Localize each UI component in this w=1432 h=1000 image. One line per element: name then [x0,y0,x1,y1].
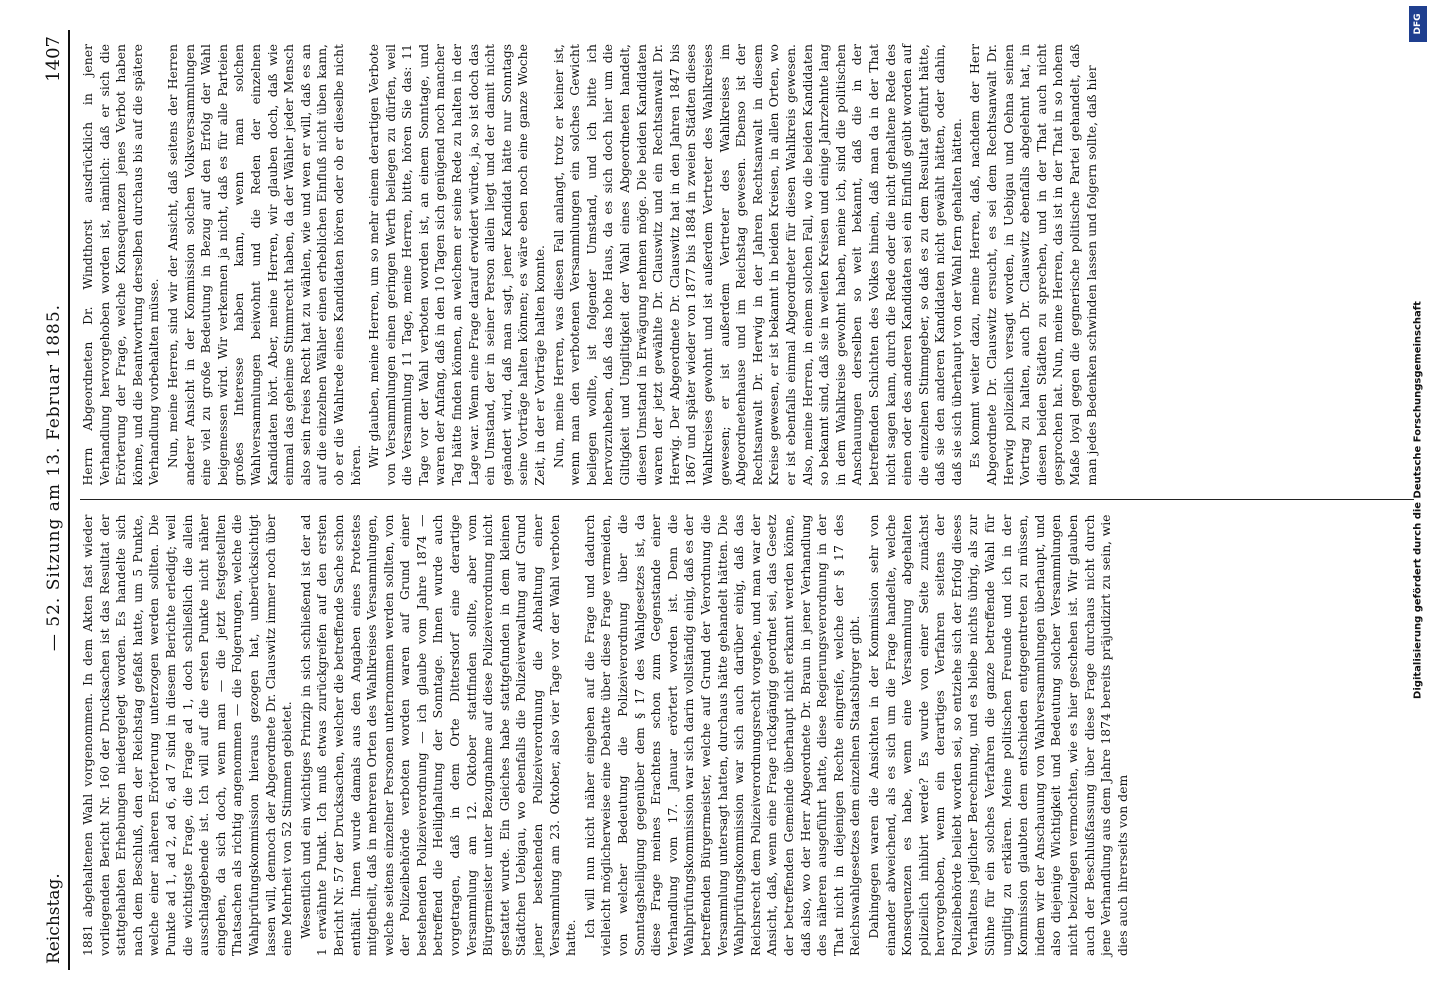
paragraph: Nun, meine Herren, was diesen Fall anlangt, trotz er keiner ist, wenn man den verbotenen Versammlungen ein solches Gewicht beilegen wollte, ist folgender Umstand, und ich bitte ich hervorzuheben, daß das hohe Haus, da es sich doch hier um die Giltigkeit und Ungiltigkeit der Wahl eines Abgeordneten handelt, diesen Umstand in Erwägung nehmen möge. Die beiden Kandidaten waren der jetzt gewählte Dr. Clauswitz und ein Rechtsanwalt Dr. Herwig. Der Abgeordnete Dr. Clauswitz hat in den Jahren 1847 bis 1867 und später wieder von 1877 bis 1884 in zweien Städten dieses Wahlkreises gewohnt und ist außerdem Vertreter des Wahlkreises gewesen; er ist außerdem Vertreter des Wahlkreises im Abgeordnetenhause und im Reichstag gewesen. Ebenso ist der Rechtsanwalt Dr. Herwig in der Jahren Rechtsanwalt in diesem Kreise gewesen, er ist bekannt in beiden Kreisen, in allen Orten, wo er ist ebenfalls einmal Abgeordneter für diesen Wahlkreis gewesen. Also, meine Herren, in einem solchen Fall, wo die beiden Kandidaten so bekannt sind, daß sie in weiten Kreisen und einige Jahrzehnte lang in dem Wahlkreise gewohnt haben, meine ich, sind die politischen Anschauungen derselben so weit bekannt, daß die in der betreffenden Schichten des Volkes hinein, daß man da in der That nicht sagen kann, durch die Rede oder die nicht gehaltene Rede des einen oder des anderen Kandidaten sei ein Einfluß geübt worden auf die einzelnen Stimmgeber, so daß es zu dem Resultat geführt hätte, daß sie den anderen Kandidaten nicht gewählt hätten, oder dahin, daß sie sich überhaupt von der Wahl fern gehalten hätten. [550,44,964,486]
header-session: — 52. Sitzung am 13. Februar 1885. [44,303,64,652]
paragraph: Wesentlich und ein wichtiges Prinzip in sich schließend ist der ad 1 erwähnte Punkt. Ich muß etwas zurückgreifen auf den ersten Bericht Nr. 57 der Drucksachen, welcher die betreffende Sache schon enthält. Ihnen wurde damals aus den Angaben eines Protestes mitgetheilt, daß in mehreren Orten des Wahlkreises Versammlungen, welche seitens einzelner Personen unternommen werden sollten, von der Polizeibehörde verboten worden waren auf Grund einer bestehenden Polizeiverordnung — ich glaube vom Jahre 1874 — betreffend die Heilighaltung der Sonntage. Ihnen wurde auch vorgetragen, daß in dem Orte Dittersdorf eine derartige Versammlung am 12. Oktober stattfinden sollte, aber vom Bürgermeister unter Bezugnahme auf diese Polizeiverordnung nicht gestattet wurde. Ein Gleiches habe stattgefunden in dem kleinen Städtchen Uebigau, wo ebenfalls die Polizeiverwaltung auf Grund jener bestehenden Polizeiverordnung die Abhaltung einer Versammlung am 23. Oktober, also vier Tage vor der Wahl verboten hatte. [297,514,579,956]
column-left [80,501,1414,971]
paragraph: Nun, meine Herren, sind wir der Ansicht, daß seitens der Herren anderer Ansicht in der Kommission solchen Volksversammlungen eine viel zu große Bedeutung in Bezug auf den Erfolg der Wahl beigemessen wird. Wir verkennen ja nicht, daß es für alle Parteien großes Interesse haben kann, wenn man solchen Wahlversammlungen beiwohnt und die Reden der einzelnen Kandidaten hört. Aber, meine Herren, wir glauben doch, daß wie einmal das geheime Stimmrecht haben, da der Wähler jeder Mensch also sein freies Recht hat zu wählen, wie und wen er will, daß es an auf die einzelnen Wähler einen erheblichen Einfluß nicht üben kann, ob er die Wahlrede eines Kandidaten hören oder ob er dieselbe nicht hören. [164,44,363,486]
digitization-credit: Digitalisierung gefördert durch die Deutsche Forschungsgemeinschaft [1412,301,1424,699]
paragraph: Es kommt weiter dazu, meine Herren, daß, nachdem der Herr Abgeordnete Dr. Clauswitz ersucht, es sei dem Rechtsanwalt Dr. Herwig polizeilich versagt worden, in Uebigau und Oehna seinen Vortrag zu halten, auch Dr. Clauswitz ebenfalls abgelehnt hat, in diesen beiden Städten zu sprechen, und in der That auch nicht gesprochen hat. Nun, meine Herren, das ist in der That in so hohem Maße loyal gegen die gegnerische politische Partei gehandelt, daß man jedes Bedenken schwinden lassen und folgern sollte, daß hier [967,44,1099,486]
header-left: Reichstag. [44,873,64,964]
paragraph: Dahingegen waren die Ansichten in der Kommission sehr von einander abweichend, als es sich um die Frage handelte, welche Konsequenzen es habe, wenn eine Versammlung abgehalten polizeilich inhibirt werde? Es wurde von einer Seite zunächst hervorgehoben, wenn ein derartiges Verfahren seitens der Polizeibehörde beliebt worden sei, so entziehe sich der Erfolg dieses Verhaltens jeglicher Berechnung, und es bleibe nichts übrig, als zur Sühne für ein solches Verfahren die ganze betreffende Wahl für ungiltig zu erklären. Meine politischen Freunde und ich in der Kommission glaubten dem entschieden entgegentreten zu müssen, indem wir der Anschauung von Wahlversammlungen überhaupt, und also diejenige Wichtigkeit und Bedeutung solcher Versammlungen nicht beizulegen vermochten, wie es hier geschehen ist. Wir glauben auch der Beschlußfassung über diese Frage durchaus nicht durch jene Verhandlung aus dem Jahre 1874 bereits präjudizirt zu sein, wie dies auch ihrerseits von dem [865,514,1130,956]
paragraph: Herrn Abgeordneten Dr. Windthorst ausdrücklich in jener Verhandlung hervorgehoben worden ist, nämlich: daß er sich die Erörterung der Frage, welche Konsequenzen jenes Verbot haben könne, und die Beantwortung derselben durchaus bis auf die spätere Verhandlung vorbehalten müsse. [80,44,162,486]
column-right [80,30,1414,500]
column-divider [80,500,1414,501]
text-columns [80,30,1414,970]
page-number: 1407 [43,36,64,82]
paragraph: Wir glauben, meine Herren, um so mehr einem derartigen Verbote von Versammlungen einen geringen Werth beilegen zu dürfen, weil die Versammlung 11 Tage, meine Herren, bitte, hören Sie das: 11 Tage vor der Wahl verboten worden ist, an einem Sonntage, und waren der Anfang, daß in den 10 Tagen sich genügend noch mancher Tag hätte finden können, an welchem er seine Rede zu halten in der Lage war. Wenn eine Frage darauf erwidert würde, ja, so ist doch das ein Umstand, der in seiner Person allein liegt und der damit nicht geändert wird, daß man sagt, jener Kandidat hätte nur Sonntags seine Vorträge halten können; es wäre eben noch eine ganze Woche Zeit, in der er Vorträge halten konnte. [366,44,548,486]
page-header [40,30,70,970]
rotated-page [40,20,1416,980]
dfg-logo: DFG [1409,6,1427,42]
paragraph: Ich will nun nicht näher eingehen auf die Frage und dadurch vielleicht möglicherweise eine Debatte über diese Frage vermeiden, von welcher Bedeutung die Polizeiverordnung über die Sonntagsheiligung gegenüber dem § 17 des Wahlgesetzes ist, da diese Frage meines Erachtens schon zum Gegenstande einer Verhandlung vom 17. Januar erörtert worden ist. Denn die Wahlprüfungskommission war sich darin vollständig einig, daß es der betreffenden Bürgermeister, welche auf Grund der Verordnung die Versammlung untersagt hatten, durchaus hätte gehandelt hätten. Die Wahlprüfungskommission war sich auch darüber einig, daß das Reichsrecht dem Polizeiverordnungsrecht vorgehe, und man war der Ansicht, daß, wenn eine Frage rückgängig geordnet sei, das Gesetz der betreffenden Gemeinde überhaupt nicht erkannt werden könne, daß also, wo der Herr Abgeordnete Dr. Braun in jener Verhandlung des näheren ausgeführt hatte, diese Regierungsverordnung in der That nicht in diejenigen Rechte eingreife, welche der § 17 des Reichswahlgesetzes dem einzelnen Staatsbürger gibt. [581,514,863,956]
paragraph: 1881 abgehaltenen Wahl vorgenommen. In dem Akten fast wieder vorliegenden Bericht Nr. 160 der Drucksachen ist das Resultat der stattgehabten Erhebungen niedergelegt worden. Es handelte sich nach dem Beschluß, den der Reichstag gefaßt hatte, um 5 Punkte, welche einer näheren Erörterung unterzogen werden sollten. Die Punkte ad 1, ad 2, ad 6, ad 7 sind in diesem Berichte erledigt; weil die wichtigste Frage, die Frage ad 1, doch schließlich die allein ausschlaggebende ist. Ich will auf die ersten Punkte nicht näher eingehen, da sich doch, wenn man — die jetzt festgestellten Thatsachen als richtig angenommen — die Folgerungen, welche die Wahlprüfungskommission hieraus gezogen hat, unberücksichtigt lassen will, dennoch der Abgeordnete Dr. Clauswitz immer noch über eine Mehrheit von 52 Stimmen gebietet. [80,514,295,956]
